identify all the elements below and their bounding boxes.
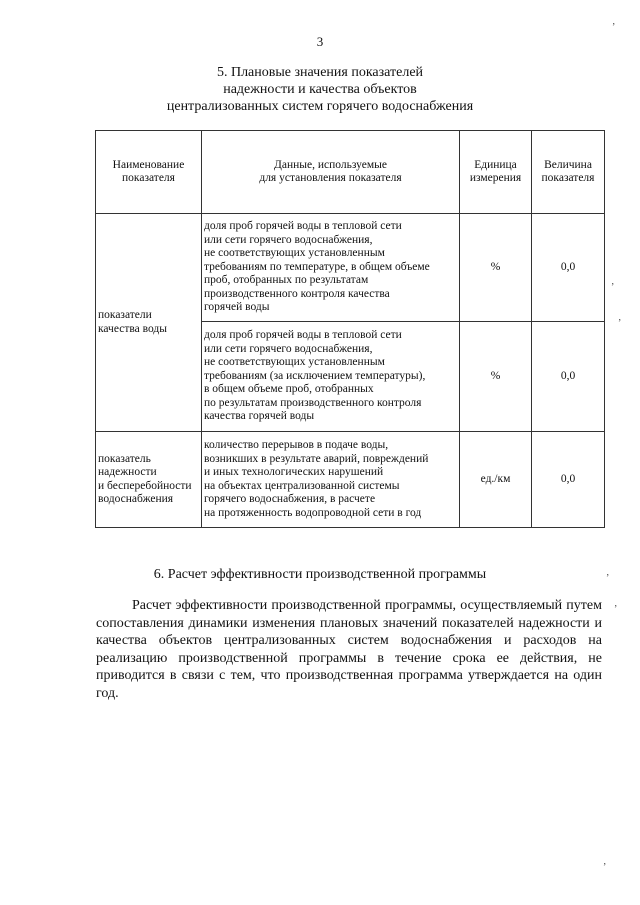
cell-text: или сети горячего водоснабжения, [204,233,373,246]
section-6-title: 6. Расчет эффективности производственной программы [153,567,487,582]
unit-cell: % [460,322,532,432]
cell-text: на объектах централизованной системы [204,479,400,492]
value-cell: 0,0 [532,322,605,432]
scan-speck: ’ [614,604,618,615]
indicator-name-reliability [96,432,202,528]
cell-text: и бесперебойности [98,479,192,492]
indicator-data-cell [202,214,460,322]
scan-speck: ’ [603,862,607,873]
value-cell: 0,0 [532,432,605,528]
header-text: измерения [469,172,522,184]
indicator-name-water-quality [96,214,202,432]
header-text: показателя [122,172,175,184]
cell-text: и иных технологических нарушений [204,466,384,478]
header-source-data [202,131,460,214]
cell-text: требованиям (за исключением температуры), [204,369,426,382]
cell-text: горячего водоснабжения, в расчете [204,493,376,505]
unit-cell: ед./км [460,432,532,528]
section-5-title [0,64,640,115]
cell-text: не соответствующих установленным [204,247,385,260]
indicator-data-cell [202,432,460,528]
cell-text: доля проб горячей воды в тепловой сети [204,329,402,342]
header-text: показателя [541,172,595,184]
cell-text: водоснабжения [98,493,174,505]
header-text: Величина [544,158,592,171]
cell-text: в общем объеме проб, отобранных [204,383,374,396]
table-row [96,214,605,322]
cell-text: показатели [98,309,152,321]
cell-text: надежности [98,466,157,478]
cell-text: горячей воды [204,301,270,314]
header-value [532,131,605,214]
cell-text: возникших в результате аварий, повреждений [204,452,429,465]
cell-text: проб, отобранных по результатам [204,274,369,287]
header-text: Данные, используемые [274,158,387,171]
cell-text: количество перерывов в подаче воды, [204,439,389,451]
header-text: Наименование [112,158,185,171]
header-unit [460,131,532,214]
scan-speck: ’ [618,318,622,329]
section-5-title-line: централизованных систем горячего водоснабжения [166,99,474,114]
header-indicator-name [96,131,202,214]
section-6-paragraph: Расчет эффективности производственной программы, осуществляемый путем сопоставления динамики изменения плановых значений показателей надежности и качества объектов централизованных систем водоснабжения и расходов на реализацию производственной программы в течение срока ее действия, не приводится в связи с тем, что производственная программа утверждается на один год. [96,598,602,701]
cell-text: качества воды [98,322,167,335]
cell-text: производственного контроля качества [204,287,390,300]
header-text: Единица [474,158,517,171]
cell-text: по результатам производственного контроля [204,396,422,409]
table-row [96,432,605,528]
section-5-title-line: надежности и качества объектов [223,82,417,97]
value-cell: 0,0 [532,214,605,322]
scan-speck: ’ [612,22,616,33]
cell-text: на протяженность водопроводной сети в год [204,506,422,519]
indicators-table [95,130,605,528]
indicator-data-cell [202,322,460,432]
scan-speck: ’ [611,282,615,293]
table-header-row [96,131,605,214]
page-number: 3 [316,34,324,49]
cell-text: показатель [98,452,151,465]
scan-speck: ’ [606,573,610,584]
cell-text: или сети горячего водоснабжения, [204,342,373,355]
cell-text: качества горячей воды [204,410,315,423]
cell-text: не соответствующих установленным [204,356,385,369]
section-5-title-line: 5. Плановые значения показателей [216,65,424,80]
unit-cell: % [460,214,532,322]
cell-text: доля проб горячей воды в тепловой сети [204,220,402,233]
cell-text: требованиям по температуре, в общем объеме [204,260,430,273]
header-text: для установления показателя [259,172,402,184]
